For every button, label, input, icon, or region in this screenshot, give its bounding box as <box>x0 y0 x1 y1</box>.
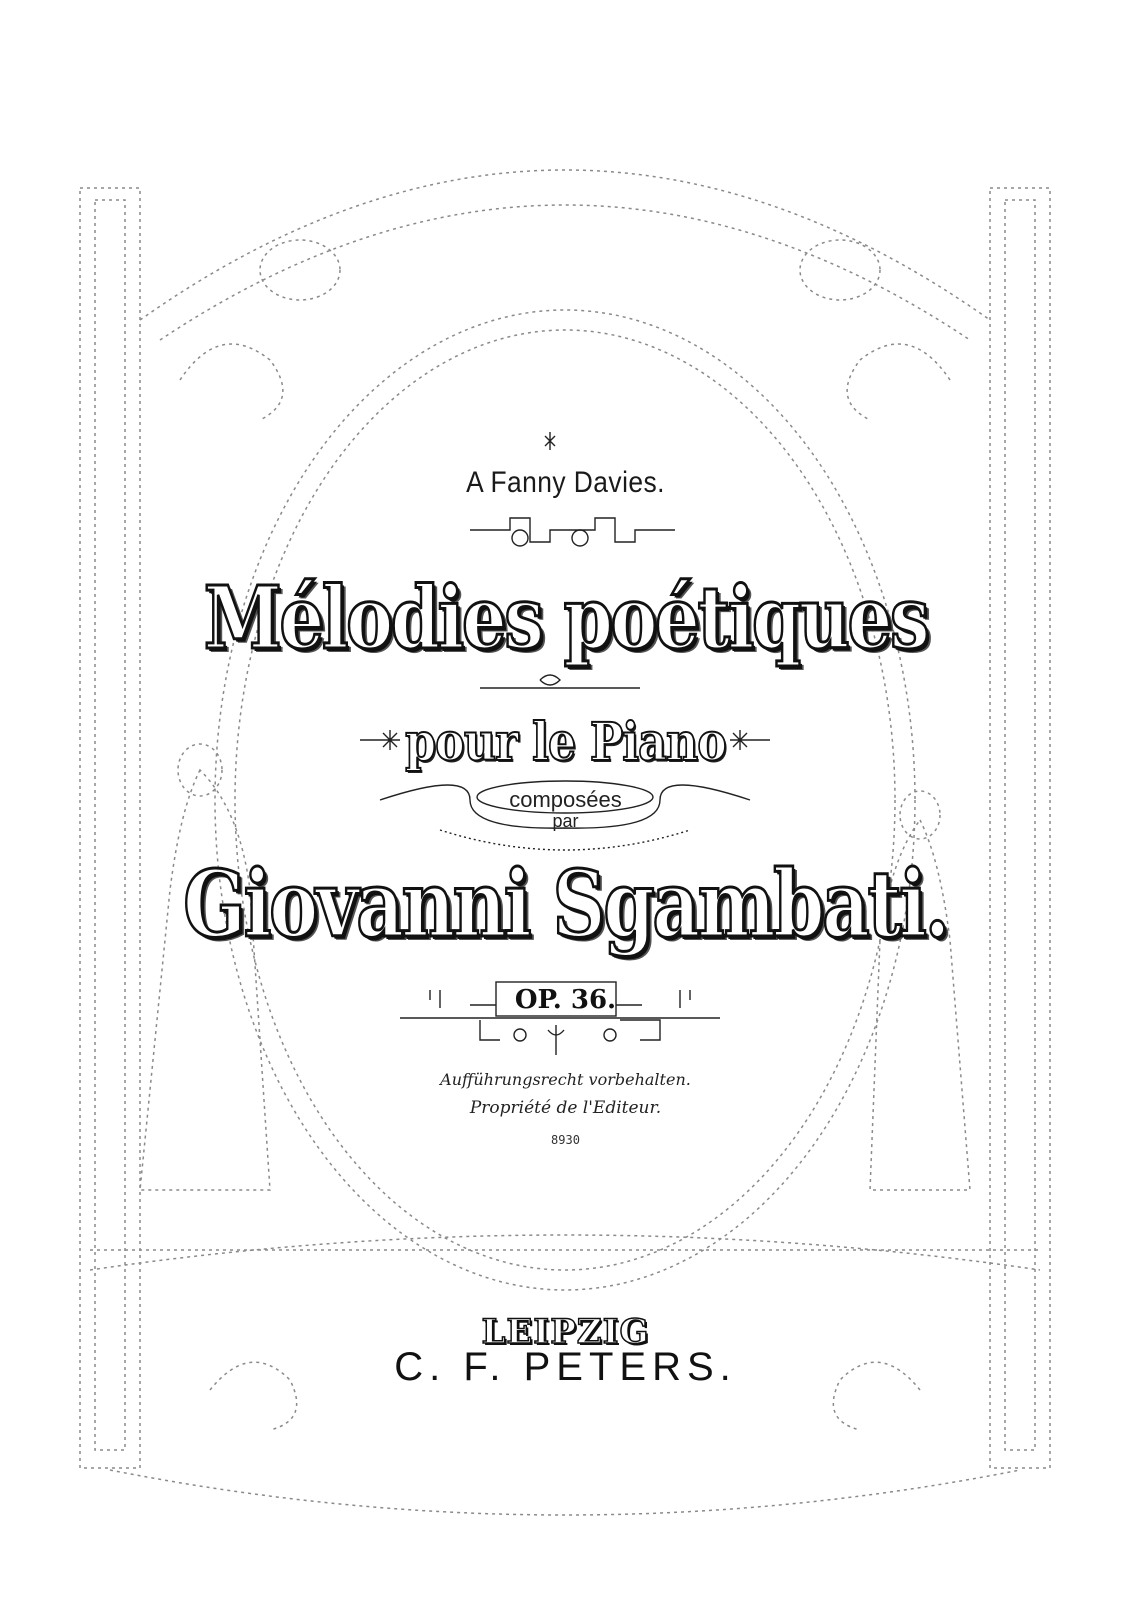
opus-number: OP. 36. <box>514 985 617 1015</box>
by-label: par <box>552 811 579 831</box>
instrument-subtitle: pour le Piano <box>405 712 726 773</box>
star-ornament <box>545 432 555 450</box>
composer-name: Giovanni Sgambati. <box>183 850 948 958</box>
performance-rights-notice: Aufführungsrecht vorbehalten. <box>440 1070 691 1089</box>
publisher-city: LEIPZIG <box>481 1312 650 1352</box>
work-title: Mélodies poétiques <box>203 568 928 669</box>
dedication: A Fanny Davies. <box>466 466 665 499</box>
right-cherub <box>800 240 880 300</box>
publisher-name: C. F. PETERS. <box>394 1345 737 1389</box>
left-cherub <box>260 240 340 300</box>
composed-label: composées <box>509 787 622 812</box>
plate-number: 8930 <box>551 1133 580 1147</box>
property-notice: Propriété de l'Editeur. <box>469 1098 662 1118</box>
left-figure <box>140 770 270 1190</box>
